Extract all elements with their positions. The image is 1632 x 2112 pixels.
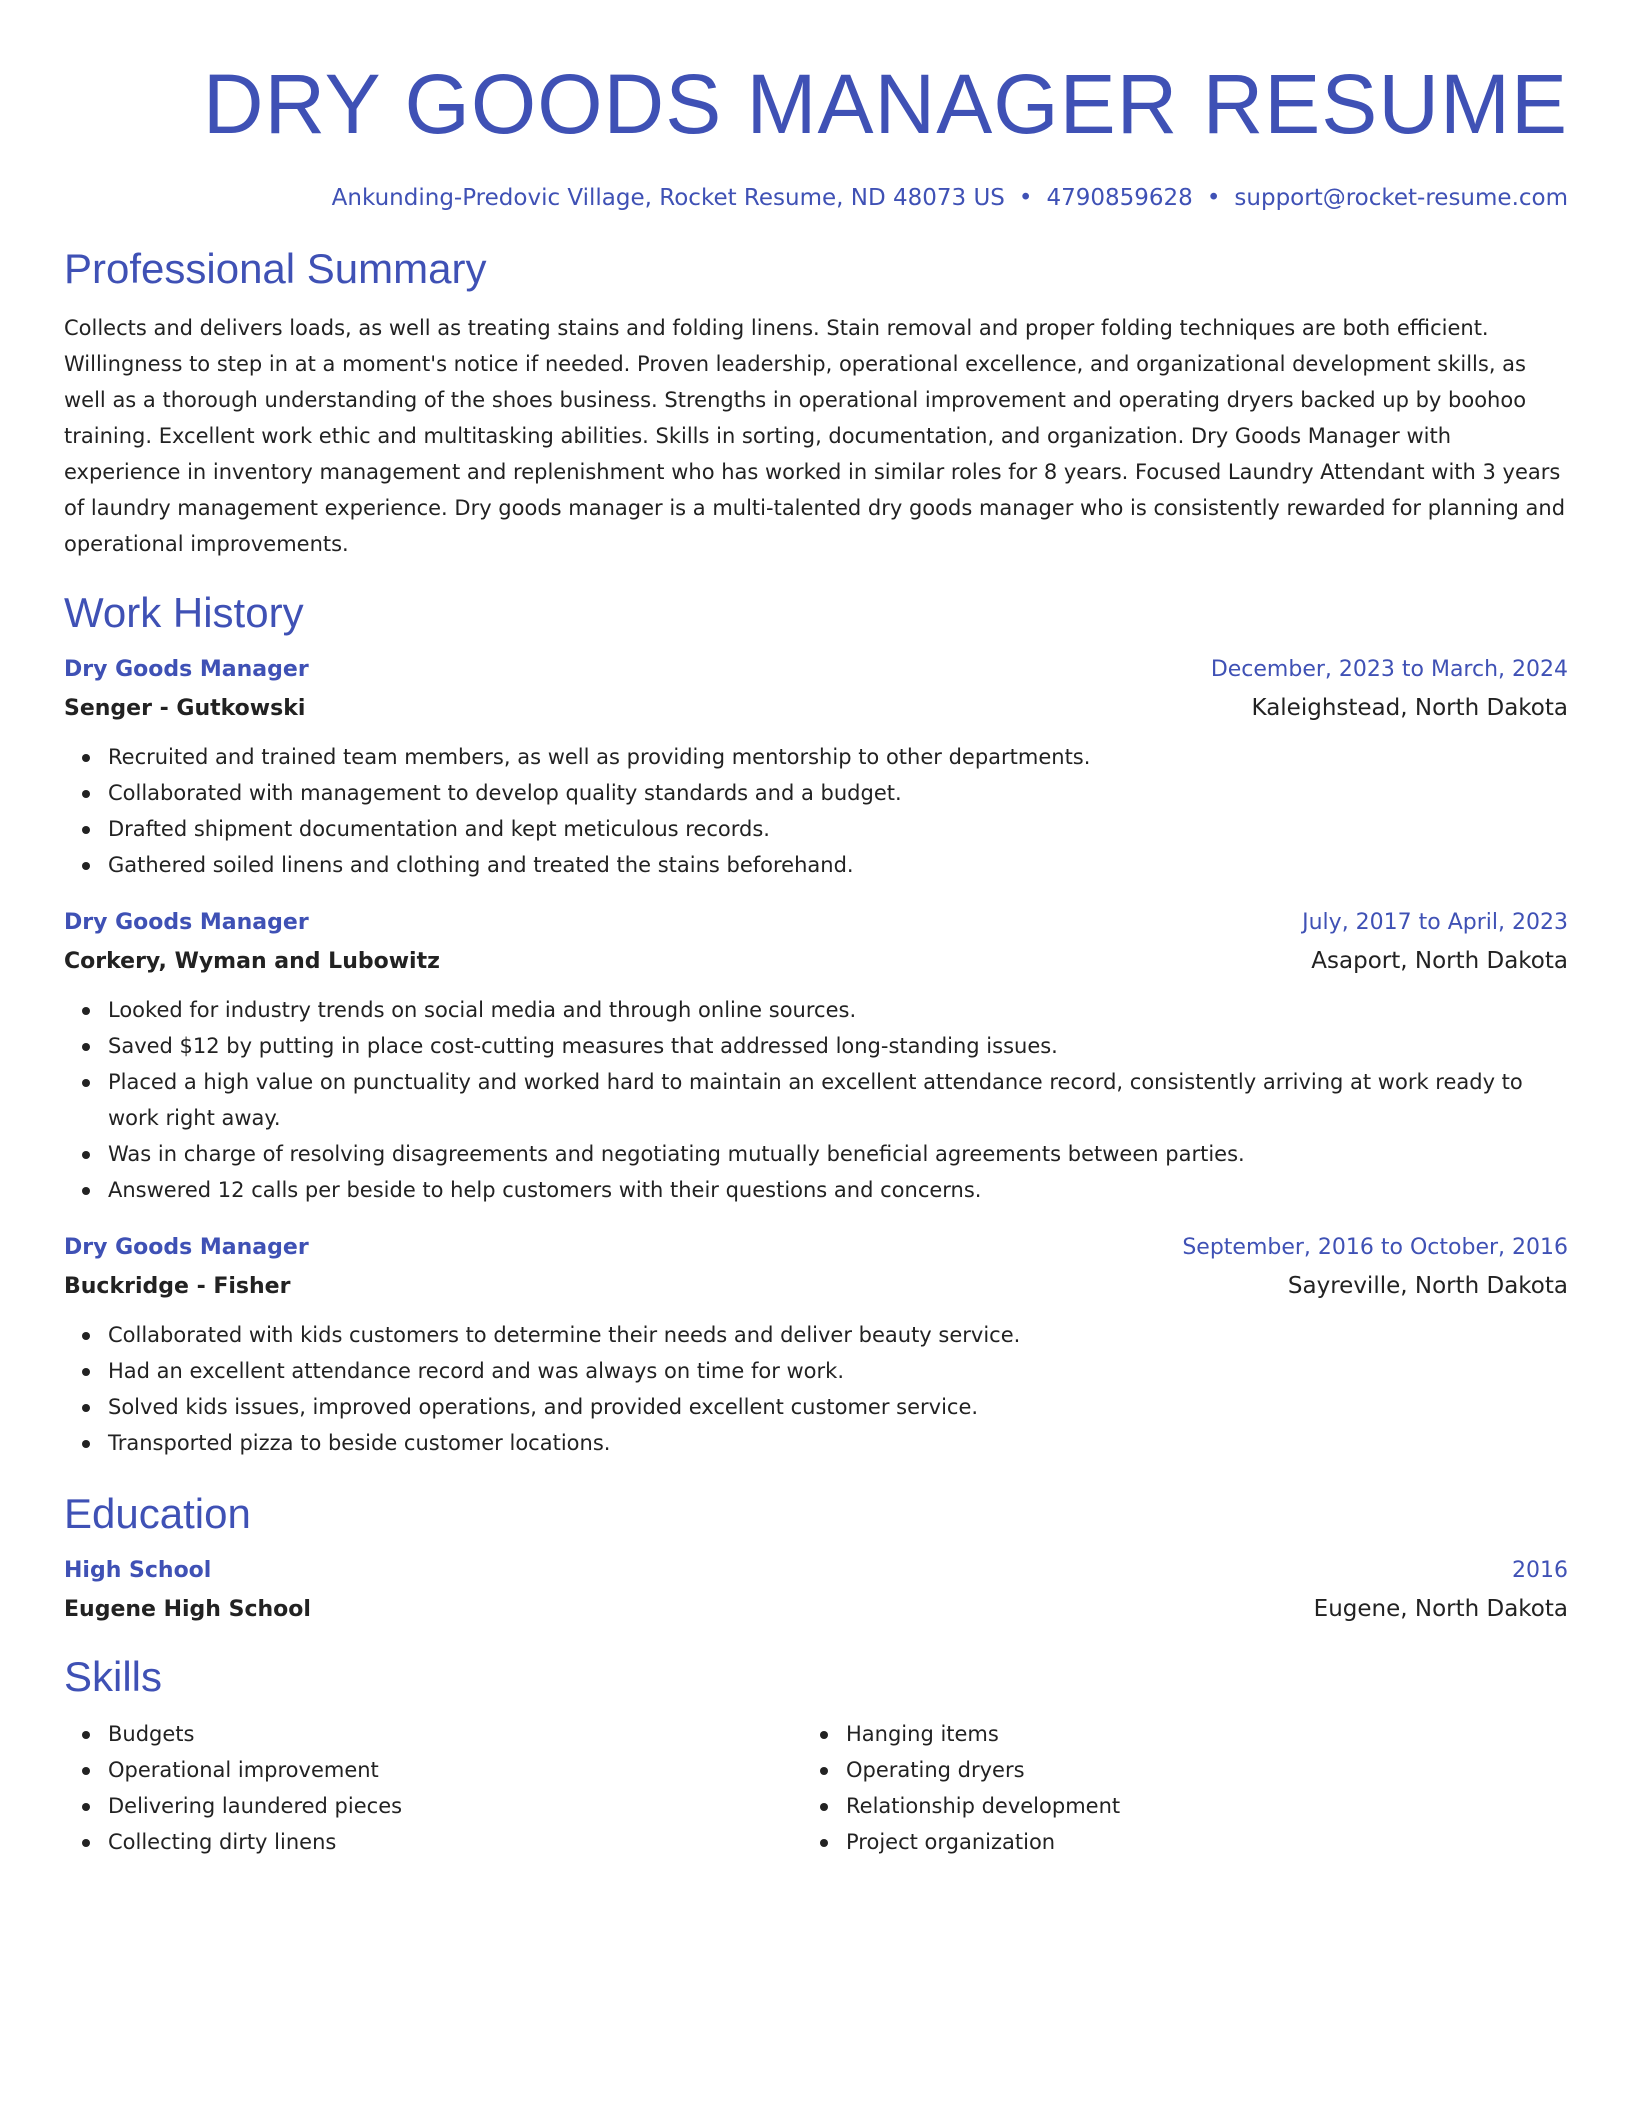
contact-email: support@rocket-resume.com [1234, 185, 1568, 211]
job-title: Dry Goods Manager [64, 1235, 309, 1260]
skill-item: Collecting dirty linens [108, 1824, 802, 1860]
skill-item: Operational improvement [108, 1752, 802, 1788]
skill-item: Delivering laundered pieces [108, 1788, 802, 1824]
job-bullet: Looked for industry trends on social media and through online sources. [108, 992, 1568, 1028]
job-company: Buckridge - Fisher [64, 1274, 291, 1299]
job-bullet: Was in charge of resolving disagreements and negotiating mutually beneficial agreements between parties. [108, 1136, 1568, 1172]
skills-grid [64, 1708, 1568, 1860]
work-history-section [64, 588, 1568, 1461]
education-year: 2016 [1512, 1558, 1568, 1583]
job-bullet: Answered 12 calls per beside to help customers with their questions and concerns. [108, 1172, 1568, 1208]
job-bullet: Solved kids issues, improved operations, and provided excellent customer service. [108, 1389, 1568, 1425]
job-dates: September, 2016 to October, 2016 [1182, 1235, 1568, 1260]
job-company: Corkery, Wyman and Lubowitz [64, 949, 440, 974]
job-entry [64, 652, 1568, 883]
summary-heading: Professional Summary [64, 245, 487, 292]
resume-title: DRY GOODS MANAGER RESUME [202, 57, 1568, 151]
job-entry [64, 1230, 1568, 1461]
job-company: Senger - Gutkowski [64, 696, 306, 721]
job-title: Dry Goods Manager [64, 910, 309, 935]
skills-section [64, 1652, 1568, 1860]
education-heading: Education [64, 1490, 251, 1537]
job-bullet: Recruited and trained team members, as well as providing mentorship to other departments. [108, 739, 1568, 775]
contact-phone: 4790859628 [1046, 185, 1193, 211]
contact-line [64, 182, 1568, 214]
job-bullet: Saved $12 by putting in place cost-cutting measures that addressed long-standing issues. [108, 1028, 1568, 1064]
summary-section [64, 244, 1568, 562]
job-location: Sayreville, North Dakota [1287, 1273, 1568, 1299]
work-history-heading: Work History [64, 589, 304, 636]
education-entry [64, 1553, 1568, 1630]
summary-text: Collects and delivers loads, as well as treating stains and folding linens. Stain removal and proper folding techniques are both efficient. Willingness to step in at a moment's notice if needed. Proven leadership, operational excellence, and organizational development skills, as well as a thorough understanding of the shoes business. Strengths in operational improvement and operating dryers backed up by boohoo training. Excellent work ethic and multitasking abilities. Skills in sorting, documentation, and organization. Dry Goods Manager with experience in inventory management and replenishment who has worked in similar roles for 8 years. Focused Laundry Attendant with 3 years of laundry management experience. Dry goods manager is a multi-talented dry goods manager who is consistently rewarded for planning and operational improvements. [64, 316, 1566, 556]
skill-item: Hanging items [846, 1716, 1540, 1752]
job-bullets [64, 739, 1568, 883]
job-bullet: Drafted shipment documentation and kept meticulous records. [108, 811, 1568, 847]
job-bullets [64, 1317, 1568, 1461]
skill-item: Project organization [846, 1824, 1540, 1860]
contact-address: Ankunding-Predovic Village, Rocket Resume, ND 48073 US [331, 185, 1005, 211]
contact-separator: • [1018, 185, 1033, 211]
education-section [64, 1489, 1568, 1630]
job-entry [64, 905, 1568, 1208]
job-location: Kaleighstead, North Dakota [1251, 695, 1568, 721]
job-title: Dry Goods Manager [64, 657, 309, 682]
skills-list [64, 1716, 802, 1860]
job-dates: December, 2023 to March, 2024 [1210, 657, 1568, 682]
skills-heading: Skills [64, 1653, 163, 1700]
job-bullet: Placed a high value on punctuality and worked hard to maintain an excellent attendance record, consistently arriving at work ready to work right away. [108, 1064, 1568, 1136]
job-bullet: Gathered soiled linens and clothing and treated the stains beforehand. [108, 847, 1568, 883]
job-location: Asaport, North Dakota [1311, 948, 1568, 974]
education-degree: High School [64, 1558, 212, 1583]
job-bullet: Collaborated with kids customers to determine their needs and deliver beauty service. [108, 1317, 1568, 1353]
job-bullet: Transported pizza to beside customer locations. [108, 1425, 1568, 1461]
skill-item: Budgets [108, 1716, 802, 1752]
resume-header [64, 56, 1568, 214]
education-school: Eugene High School [64, 1597, 311, 1622]
skills-list [802, 1716, 1540, 1860]
contact-separator: • [1206, 185, 1221, 211]
job-bullet: Collaborated with management to develop quality standards and a budget. [108, 775, 1568, 811]
skill-item: Operating dryers [846, 1752, 1540, 1788]
skills-column-left [64, 1708, 802, 1860]
job-bullet: Had an excellent attendance record and was always on time for work. [108, 1353, 1568, 1389]
job-bullets [64, 992, 1568, 1208]
education-location: Eugene, North Dakota [1313, 1596, 1568, 1622]
job-dates: July, 2017 to April, 2023 [1302, 910, 1568, 935]
skill-item: Relationship development [846, 1788, 1540, 1824]
skills-column-right [802, 1708, 1540, 1860]
